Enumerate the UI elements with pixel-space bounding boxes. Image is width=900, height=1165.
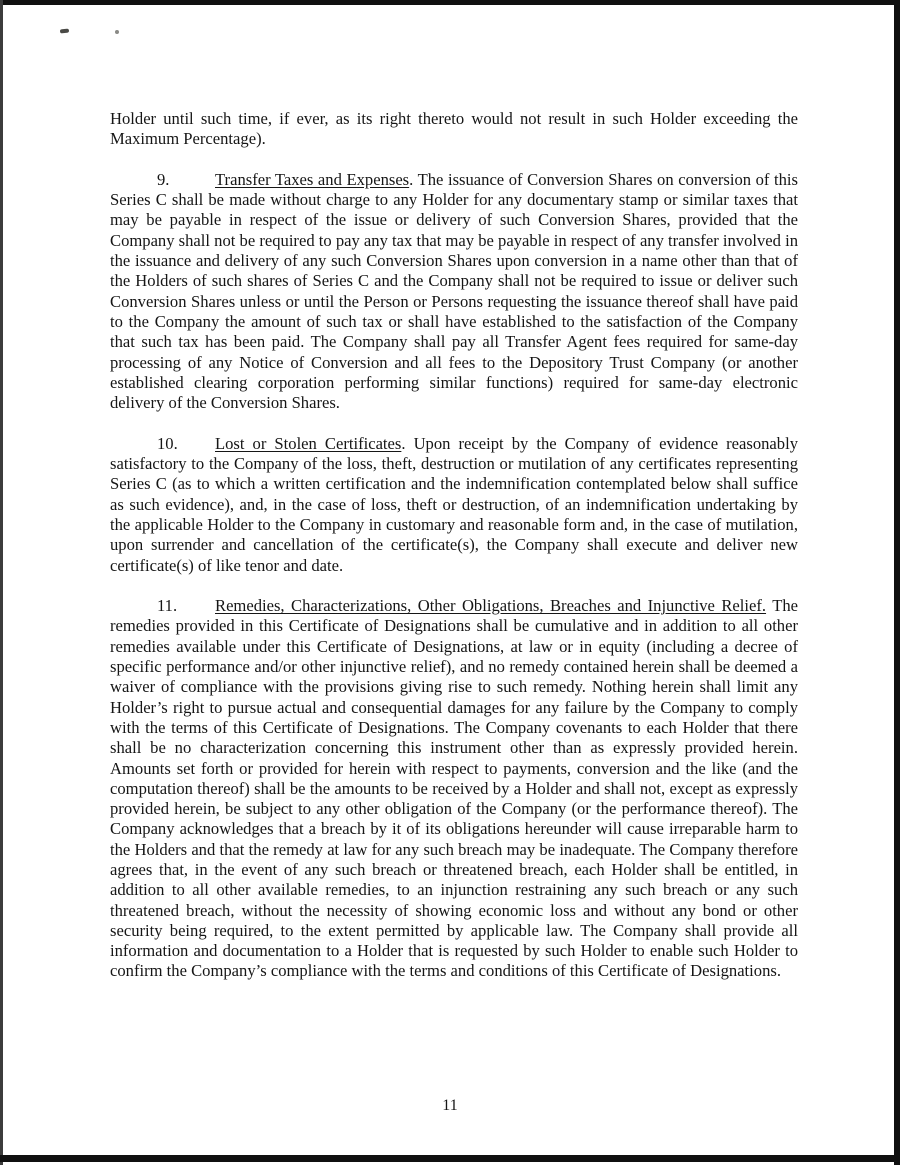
scan-edge-top (0, 0, 900, 5)
section-10-number: 10. (157, 433, 178, 453)
section-9-number: 9. (157, 169, 170, 189)
scan-edge-left (0, 0, 3, 1165)
section-11-heading: Remedies, Characterizations, Other Obligations, Breaches and Injunctive Relief. (215, 596, 767, 616)
section-10-heading: Lost or Stolen Certificates (215, 433, 402, 453)
scan-artifact-dot (115, 30, 119, 34)
scan-edge-bottom (0, 1155, 900, 1162)
section-9-body: . The issuance of Conversion Shares on conversion of this Series C shall be made without charge to any Holder for any documentary stamp or similar taxes that may be payable in respect of the issue or delivery of such Conversion Shares, provided that the Company shall not be required to pay any tax that may be payable in respect of any transfer involved in the issuance and delivery of any such Conversion Shares upon conversion in a name other than that of the Holders of such shares of Series C and the Company shall not be required to issue or deliver such Conversion Shares unless or until the Person or Persons requesting the issuance thereof shall have paid to the Company the amount of such tax or shall have established to the satisfaction of the Company that such tax has been paid. The Company shall pay all Transfer Agent fees required for same-day processing of any Notice of Conversion and all fees to the Depository Trust Company (or another established clearing corporation performing similar functions) required for same-day electronic delivery of the Conversion Shares. (110, 169, 798, 413)
page-number: 11 (442, 1097, 458, 1114)
section-9-heading: Transfer Taxes and Expenses (215, 169, 410, 189)
intro-paragraph: Holder until such time, if ever, as its right thereto would not result in such Holder exceeding the Maximum Percentage). (110, 109, 798, 149)
document-body (110, 109, 798, 1002)
scan-edge-right (894, 0, 900, 1165)
section-10-body: . Upon receipt by the Company of evidence reasonably satisfactory to the Company of the loss, theft, destruction or mutilation of any certificates representing Series C (as to which a written certification and the indemnification contemplated below shall suffice as such evidence), and, in the case of loss, theft or destruction, of an indemnification undertaking by the applicable Holder to the Company in customary and reasonable form and, in the case of mutilation, upon surrender and cancellation of the certificate(s), the Company shall execute and deliver new certificate(s) of like tenor and date. (110, 433, 799, 575)
section-11-paragraph (110, 596, 798, 982)
section-10-paragraph (110, 434, 798, 576)
section-11-body: The remedies provided in this Certificate of Designations shall be cumulative and in addition to all other remedies available under this Certificate of Designations, at law or in equity (including a decree of specific performance and/or other injunctive relief), and no remedy contained herein shall be deemed a waiver of compliance with the provisions giving rise to such remedy. Nothing herein shall limit any Holder’s right to pursue actual and consequential damages for any failure by the Company to comply with the terms of this Certificate of Designations. The Company covenants to each Holder that there shall be no characterization concerning this instrument other than as expressly provided herein. Amounts set forth or provided for herein with respect to payments, conversion and the like (and the computation thereof) shall be the amounts to be received by a Holder and shall not, except as expressly provided herein, be subject to any other obligation of the Company (or the performance thereof). The Company acknowledges that a breach by it of its obligations hereunder will cause irreparable harm to the Holders and that the remedy at law for any such breach may be inadequate. The Company therefore agrees that, in the event of any such breach or threatened breach, each Holder shall be entitled, in addition to all other available remedies, to an injunction restraining any such breach or any such threatened breach, without the necessity of showing economic loss and without any bond or other security being required, to the extent permitted by applicable law. The Company shall provide all information and documentation to a Holder that is requested by such Holder to enable such Holder to confirm the Company’s compliance with the terms and conditions of this Certificate of Designations. (110, 596, 798, 981)
section-9-paragraph (110, 170, 798, 414)
section-11-number: 11. (157, 596, 178, 616)
scan-artifact-speck (60, 29, 69, 34)
